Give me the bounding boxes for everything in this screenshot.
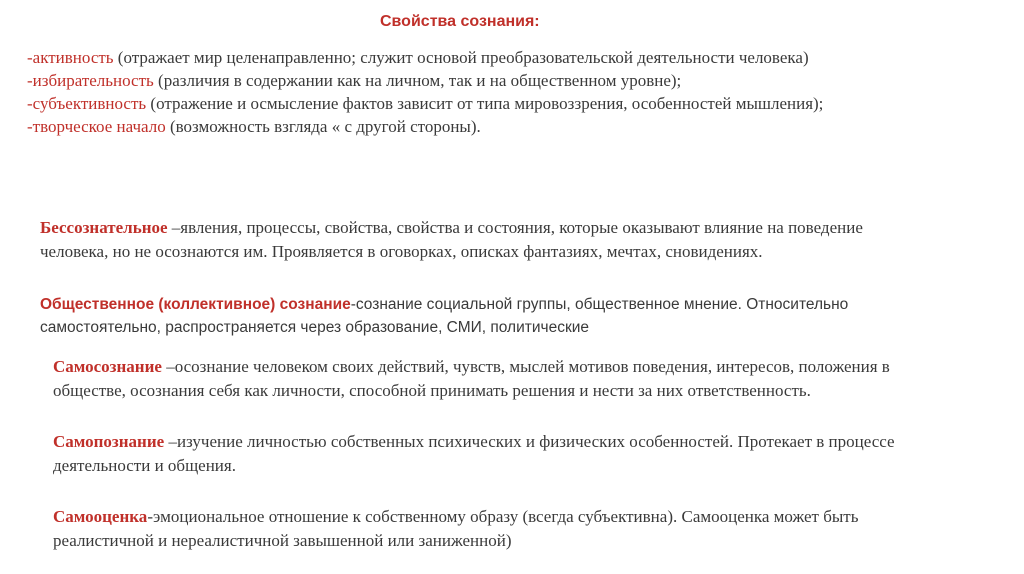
- definition-term: Самосознание: [53, 357, 162, 376]
- definition-self-awareness: [53, 355, 933, 403]
- property-desc: (возможность взгляда « с другой стороны).: [165, 117, 481, 136]
- property-term: -избирательность: [27, 71, 154, 90]
- definition-desc: –изучение личностью собственных психических и физических особенностей. Протекает в процессе деятельности и общения.: [53, 432, 895, 475]
- property-item: [27, 69, 927, 92]
- definition-social-consciousness: [40, 293, 920, 339]
- definition-self-esteem: [53, 505, 933, 553]
- definition-desc: –явления, процессы, свойства, свойства и состояния, которые оказывают влияние на поведение человека, но не осознаются им. Проявляется в оговорках, описках фантазиях, мечтах, сновидениях.: [40, 218, 863, 261]
- property-desc: (отражение и осмысление фактов зависит от типа мировоззрения, особенностей мышления);: [146, 94, 824, 113]
- property-term: -активность: [27, 48, 114, 67]
- definition-self-knowledge: [53, 430, 933, 478]
- definition-desc: –осознание человеком своих действий, чувств, мыслей мотивов поведения, интересов, положения в обществе, осознания себя как личности, способной принимать решения и нести за них ответственность.: [53, 357, 890, 400]
- definition-term: Бессознательное: [40, 218, 168, 237]
- property-desc: (отражает мир целенаправленно; служит основой преобразовательской деятельности человека): [113, 48, 809, 67]
- property-term: -творческое начало: [27, 117, 166, 136]
- property-term: -субъективность: [27, 94, 147, 113]
- definition-desc: -сознание социальной группы, общественное мнение. Относительно самостоятельно, распространяется через образование, СМИ, политические: [40, 296, 849, 336]
- definition-term: Самооценка: [53, 507, 148, 526]
- page-title: Свойства сознания:: [380, 13, 540, 30]
- property-item: [27, 115, 927, 138]
- properties-list: [27, 46, 927, 138]
- definition-unconscious: [40, 216, 930, 264]
- property-item: [27, 46, 927, 69]
- definition-term: Общественное (коллективное) сознание: [40, 296, 351, 313]
- property-item: [27, 92, 927, 115]
- definition-desc: -эмоциональное отношение к собственному образу (всегда субъективна). Самооценка может быть реалистичной и нереалистичной завышенной или заниженной): [53, 507, 859, 550]
- property-desc: (различия в содержании как на личном, так и на общественном уровне);: [153, 71, 682, 90]
- definition-term: Самопознание: [53, 432, 165, 451]
